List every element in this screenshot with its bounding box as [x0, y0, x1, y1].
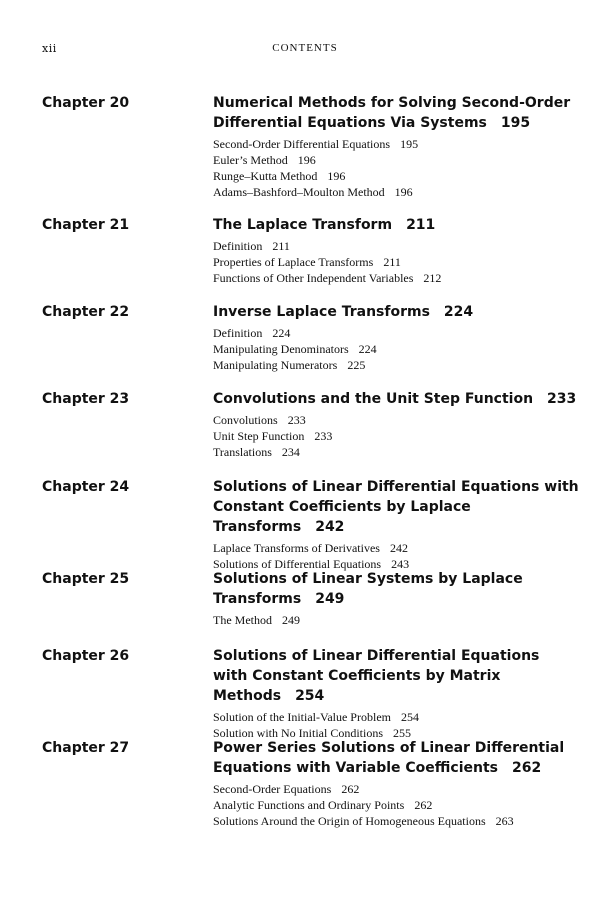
section-page: 263	[495, 814, 514, 828]
chapter-title-line: Inverse Laplace Transforms	[213, 304, 430, 320]
section-list	[213, 412, 583, 460]
section-page: 234	[281, 445, 300, 459]
section-title: Solutions of Differential Equations	[213, 557, 382, 571]
chapter-body	[213, 477, 583, 572]
chapter-title[interactable]	[213, 477, 583, 537]
section-title: Runge–Kutta Method	[213, 169, 318, 183]
section-page: 249	[282, 613, 300, 627]
chapter-title-line: Power Series Solutions of Linear Differential	[213, 740, 565, 756]
chapter-title[interactable]	[213, 215, 583, 235]
section-title: Manipulating Numerators	[213, 358, 338, 372]
chapter-label: Chapter 24	[42, 479, 130, 495]
chapter-title-line: Solutions of Linear Differential Equations	[213, 648, 540, 664]
section-list	[213, 540, 583, 572]
running-header: CONTENTS	[272, 42, 338, 54]
chapter-title[interactable]	[213, 389, 583, 409]
section-entry[interactable]	[213, 428, 583, 444]
section-entry[interactable]	[213, 797, 583, 813]
section-title: Properties of Laplace Transforms	[213, 255, 374, 269]
chapter-label: Chapter 20	[42, 95, 130, 111]
section-title: Adams–Bashford–Moulton Method	[213, 185, 385, 199]
section-entry[interactable]	[213, 238, 583, 254]
chapter-label: Chapter 25	[42, 571, 130, 587]
chapter-label: Chapter 22	[42, 304, 130, 320]
chapter-title[interactable]	[213, 738, 583, 778]
chapter-label: Chapter 26	[42, 648, 130, 664]
chapter-title-line: with Constant Coefficients by Matrix Methods	[213, 668, 501, 704]
section-title: Solutions Around the Origin of Homogeneous Equations	[213, 814, 486, 828]
chapter-page: 249	[315, 591, 345, 607]
section-page: 233	[287, 413, 306, 427]
chapter-label: Chapter 27	[42, 740, 130, 756]
chapter-title-line: Solutions of Linear Systems by Laplace	[213, 571, 523, 587]
section-title: Solution with No Initial Conditions	[213, 726, 384, 740]
chapter-page: 254	[295, 688, 325, 704]
section-entry[interactable]	[213, 152, 583, 168]
section-entry[interactable]	[213, 781, 583, 797]
section-page: 211	[272, 239, 290, 253]
chapter-page: 233	[547, 391, 577, 407]
section-entry[interactable]	[213, 254, 583, 270]
section-title: Second-Order Equations	[213, 782, 332, 796]
section-page: 255	[393, 726, 412, 740]
section-page: 242	[389, 541, 408, 555]
chapter-page: 211	[406, 217, 436, 233]
chapter-title-line: Solutions of Linear Differential Equations with	[213, 479, 579, 495]
section-entry[interactable]	[213, 325, 583, 341]
section-page: 225	[347, 358, 366, 372]
section-entry[interactable]	[213, 184, 583, 200]
section-entry[interactable]	[213, 444, 583, 460]
chapter-page: 195	[500, 115, 531, 131]
chapter-body	[213, 646, 583, 741]
chapter-title-line: Equations with Variable Coefficients	[213, 760, 498, 776]
section-title: Analytic Functions and Ordinary Points	[213, 798, 405, 812]
chapter-title-line: Transforms	[213, 591, 302, 607]
chapter-page: 262	[512, 760, 542, 776]
section-title: Translations	[213, 445, 272, 459]
section-entry[interactable]	[213, 612, 583, 628]
chapter-title-line: Convolutions and the Unit Step Function	[213, 391, 534, 407]
chapter-body	[213, 569, 583, 628]
chapter-title[interactable]	[213, 569, 583, 609]
section-page: 196	[297, 153, 316, 167]
chapter-title[interactable]	[213, 646, 583, 706]
chapter-body	[213, 93, 583, 200]
section-title: Definition	[213, 239, 263, 253]
section-list	[213, 136, 583, 200]
chapter-title[interactable]	[213, 302, 583, 322]
chapter-title-line: Differential Equations Via Systems	[213, 115, 487, 131]
section-page: 224	[358, 342, 377, 356]
section-page: 212	[423, 271, 442, 285]
chapter-page: 224	[443, 304, 474, 320]
section-list	[213, 709, 583, 741]
section-list	[213, 612, 583, 628]
section-entry[interactable]	[213, 813, 583, 829]
section-title: Second-Order Differential Equations	[213, 137, 391, 151]
section-entry[interactable]	[213, 270, 583, 286]
chapter-label: Chapter 23	[42, 391, 130, 407]
section-title: Euler’s Method	[213, 153, 288, 167]
section-list	[213, 325, 583, 373]
section-page: 233	[314, 429, 333, 443]
chapter-body	[213, 215, 583, 286]
section-list	[213, 238, 583, 286]
section-entry[interactable]	[213, 136, 583, 152]
chapter-page: 242	[315, 519, 345, 535]
section-page: 224	[272, 326, 291, 340]
section-entry[interactable]	[213, 341, 583, 357]
section-entry[interactable]	[213, 357, 583, 373]
chapter-title-line: Numerical Methods for Solving Second-Order	[213, 95, 571, 111]
section-title: Definition	[213, 326, 263, 340]
section-title: Laplace Transforms of Derivatives	[213, 541, 380, 555]
section-page: 211	[383, 255, 401, 269]
section-entry[interactable]	[213, 540, 583, 556]
chapter-title[interactable]	[213, 93, 583, 133]
section-entry[interactable]	[213, 412, 583, 428]
section-page: 195	[400, 137, 419, 151]
chapter-body	[213, 738, 583, 829]
section-title: The Method	[213, 613, 272, 627]
page-number: xii	[42, 42, 57, 55]
chapter-label: Chapter 21	[42, 217, 130, 233]
section-page: 262	[414, 798, 433, 812]
section-page: 196	[394, 185, 413, 199]
section-page: 262	[341, 782, 360, 796]
section-title: Unit Step Function	[213, 429, 305, 443]
section-page: 243	[391, 557, 410, 571]
chapter-title-line: The Laplace Transform	[213, 217, 393, 233]
section-title: Solution of the Initial-Value Problem	[213, 710, 391, 724]
section-entry[interactable]	[213, 709, 583, 725]
chapter-title-line: Constant Coefficients by Laplace Transforms	[213, 499, 471, 535]
section-title: Convolutions	[213, 413, 278, 427]
chapter-body	[213, 389, 583, 460]
section-page: 254	[400, 710, 419, 724]
section-list	[213, 781, 583, 829]
chapter-body	[213, 302, 583, 373]
section-page: 196	[327, 169, 346, 183]
section-title: Manipulating Denominators	[213, 342, 349, 356]
section-entry[interactable]	[213, 168, 583, 184]
section-title: Functions of Other Independent Variables	[213, 271, 414, 285]
